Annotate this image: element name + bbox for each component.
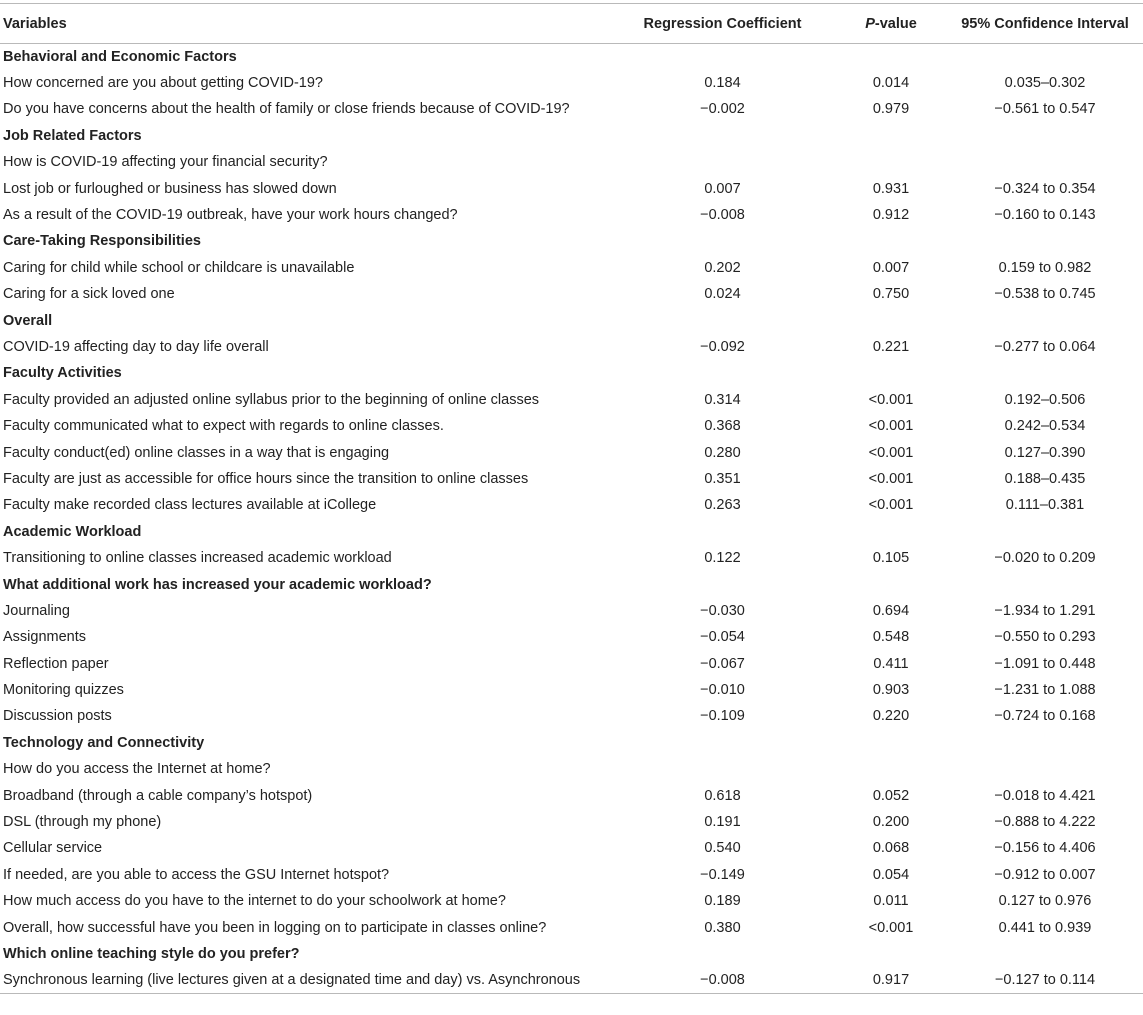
confidence-interval-cell: 0.242–0.534 [1004, 418, 1086, 435]
confidence-interval-cell: −0.020 to 0.209 [994, 550, 1096, 567]
p-value-cell: 0.750 [872, 286, 910, 303]
variable-cell: Journaling [3, 602, 70, 619]
table-row [0, 255, 1143, 281]
confidence-interval-cell: 0.441 to 0.939 [998, 919, 1092, 936]
header-confidence-interval: 95% Confidence Interval [961, 15, 1129, 32]
confidence-interval-cell: −1.934 to 1.291 [994, 602, 1096, 619]
confidence-interval-cell: −0.160 to 0.143 [994, 207, 1096, 224]
p-value-cell: 0.200 [872, 814, 910, 831]
p-value-cell: 0.221 [872, 338, 910, 355]
table-row [0, 281, 1143, 307]
table-row [0, 782, 1143, 808]
coefficient-cell: 0.380 [704, 919, 741, 936]
table-row [0, 413, 1143, 439]
table-row [0, 439, 1143, 465]
p-value-cell: <0.001 [868, 444, 914, 461]
table-row [0, 756, 1143, 782]
coefficient-cell: −0.010 [700, 682, 745, 699]
table-row [0, 598, 1143, 624]
table-header [0, 4, 1143, 44]
coefficient-cell: −0.054 [700, 629, 745, 646]
table-row [0, 624, 1143, 650]
section-row [0, 730, 1143, 756]
table-row [0, 492, 1143, 518]
variable-cell: Lost job or furloughed or business has slowed down [3, 180, 337, 197]
header-p-value [835, 4, 947, 44]
section-heading: Which online teaching style do you prefer? [3, 945, 300, 962]
p-value-cell: 0.903 [872, 682, 910, 699]
header-variables: Variables [3, 15, 67, 32]
table-row [0, 650, 1143, 676]
table-row [0, 202, 1143, 228]
p-value-cell: 0.694 [872, 602, 910, 619]
header-p-italic: P [865, 15, 875, 32]
variable-cell: Broadband (through a cable company’s hotspot) [3, 787, 313, 804]
coefficient-cell: −0.030 [700, 602, 745, 619]
variable-cell: Overall, how successful have you been in logging on to participate in classes online? [3, 919, 547, 936]
p-value-cell: 0.068 [872, 840, 910, 857]
coefficient-cell: 0.314 [704, 391, 741, 408]
confidence-interval-cell: −0.888 to 4.222 [994, 814, 1096, 831]
coefficient-cell: −0.008 [700, 972, 745, 989]
regression-table [0, 3, 1143, 994]
p-value-cell: 0.548 [872, 629, 910, 646]
coefficient-cell: 0.191 [704, 814, 741, 831]
variable-cell: Transitioning to online classes increased academic workload [3, 550, 392, 567]
section-row [0, 228, 1143, 254]
confidence-interval-cell: 0.159 to 0.982 [998, 259, 1092, 276]
section-row [0, 44, 1143, 70]
p-value-cell: 0.411 [873, 655, 909, 672]
coefficient-cell: 0.122 [704, 550, 741, 567]
confidence-interval-cell: −1.091 to 0.448 [994, 655, 1096, 672]
table-row [0, 96, 1143, 122]
section-row [0, 571, 1143, 597]
variable-cell: Faculty make recorded class lectures available at iCollege [3, 497, 377, 514]
p-value-cell: 0.011 [873, 893, 909, 910]
variable-cell: Faculty provided an adjusted online syllabus prior to the beginning of online classes [3, 391, 540, 408]
coefficient-cell: −0.149 [700, 866, 745, 883]
table-row [0, 175, 1143, 201]
variable-cell: Do you have concerns about the health of family or close friends because of COVID-19? [3, 101, 570, 118]
coefficient-cell: 0.351 [704, 470, 741, 487]
table-row [0, 149, 1143, 175]
confidence-interval-cell: −0.724 to 0.168 [994, 708, 1096, 725]
coefficient-cell: 0.202 [704, 259, 741, 276]
table-row [0, 387, 1143, 413]
section-heading: Overall [3, 312, 53, 329]
variable-cell: How much access do you have to the internet to do your schoolwork at home? [3, 893, 506, 910]
table-row [0, 677, 1143, 703]
coefficient-cell: 0.368 [704, 418, 741, 435]
confidence-interval-cell: −0.912 to 0.007 [994, 866, 1096, 883]
table-row [0, 914, 1143, 940]
header-p-rest: -value [874, 15, 917, 32]
section-heading: Job Related Factors [3, 127, 142, 144]
table-row [0, 888, 1143, 914]
section-row [0, 307, 1143, 333]
table-row [0, 809, 1143, 835]
coefficient-cell: 0.540 [704, 840, 741, 857]
confidence-interval-cell [947, 756, 1143, 782]
confidence-interval-cell: 0.035–0.302 [1004, 75, 1086, 92]
variable-cell: How concerned are you about getting COVID-19? [3, 75, 323, 92]
confidence-interval-cell: 0.188–0.435 [1004, 470, 1086, 487]
section-heading: Faculty Activities [3, 365, 122, 382]
confidence-interval-cell: −0.324 to 0.354 [994, 180, 1096, 197]
table-row [0, 703, 1143, 729]
section-row [0, 941, 1143, 967]
confidence-interval-cell: −0.561 to 0.547 [994, 101, 1096, 118]
p-value-cell: <0.001 [868, 919, 914, 936]
section-row [0, 519, 1143, 545]
p-value-cell: <0.001 [868, 470, 914, 487]
coefficient-cell: 0.189 [704, 893, 741, 910]
coefficient-cell: 0.280 [704, 444, 741, 461]
coefficient-cell: −0.002 [700, 101, 745, 118]
confidence-interval-cell: −0.538 to 0.745 [994, 286, 1096, 303]
p-value-cell [835, 149, 947, 175]
p-value-cell: <0.001 [868, 497, 914, 514]
header-regression-coefficient: Regression Coefficient [643, 15, 802, 32]
coefficient-cell: 0.618 [704, 787, 741, 804]
header-row [0, 4, 1143, 44]
variable-cell: Monitoring quizzes [3, 682, 124, 699]
section-heading: Academic Workload [3, 523, 142, 540]
variable-cell: As a result of the COVID-19 outbreak, have your work hours changed? [3, 207, 458, 224]
confidence-interval-cell: −0.550 to 0.293 [994, 629, 1096, 646]
p-value-cell: 0.052 [872, 787, 910, 804]
p-value-cell: 0.917 [872, 972, 910, 989]
p-value-cell: 0.054 [872, 866, 910, 883]
table-body [0, 44, 1143, 994]
section-row [0, 360, 1143, 386]
p-value-cell: 0.931 [872, 180, 910, 197]
table-row [0, 545, 1143, 571]
confidence-interval-cell: 0.127 to 0.976 [998, 893, 1092, 910]
confidence-interval-cell: −0.018 to 4.421 [994, 787, 1096, 804]
section-heading: What additional work has increased your academic workload? [3, 576, 432, 593]
p-value-cell: 0.105 [872, 550, 910, 567]
table-row [0, 967, 1143, 993]
coefficient-cell: −0.092 [700, 338, 745, 355]
coefficient-cell: 0.024 [704, 286, 741, 303]
variable-cell: If needed, are you able to access the GSU Internet hotspot? [3, 866, 390, 883]
variable-cell: Faculty conduct(ed) online classes in a way that is engaging [3, 444, 390, 461]
variable-cell: DSL (through my phone) [3, 814, 162, 831]
variable-cell: COVID-19 affecting day to day life overall [3, 338, 269, 355]
p-value-cell [835, 756, 947, 782]
confidence-interval-cell: 0.192–0.506 [1004, 391, 1086, 408]
coefficient-cell [610, 756, 835, 782]
coefficient-cell [610, 149, 835, 175]
p-value-cell: 0.220 [872, 708, 910, 725]
confidence-interval-cell: −0.156 to 4.406 [994, 840, 1096, 857]
confidence-interval-cell: 0.111–0.381 [1005, 497, 1085, 514]
p-value-cell: 0.912 [872, 207, 910, 224]
section-row [0, 123, 1143, 149]
variable-cell: Synchronous learning (live lectures given at a designated time and day) vs. Asynchronous [3, 972, 581, 989]
confidence-interval-cell: −0.277 to 0.064 [994, 338, 1096, 355]
variable-cell: How is COVID-19 affecting your financial security? [3, 154, 328, 171]
coefficient-cell: −0.109 [700, 708, 745, 725]
table-row [0, 334, 1143, 360]
coefficient-cell: 0.184 [704, 75, 741, 92]
confidence-interval-cell: −0.127 to 0.114 [994, 972, 1096, 989]
table-row [0, 466, 1143, 492]
table-row [0, 862, 1143, 888]
table-row [0, 835, 1143, 861]
variable-cell: Assignments [3, 629, 87, 646]
variable-cell: Discussion posts [3, 708, 112, 725]
section-heading: Care-Taking Responsibilities [3, 233, 201, 250]
variable-cell: Faculty are just as accessible for office hours since the transition to online classes [3, 470, 529, 487]
variable-cell: Cellular service [3, 840, 103, 857]
confidence-interval-cell: −1.231 to 1.088 [994, 682, 1096, 699]
coefficient-cell: −0.008 [700, 207, 745, 224]
coefficient-cell: 0.007 [704, 180, 741, 197]
variable-cell: Reflection paper [3, 655, 109, 672]
variable-cell: How do you access the Internet at home? [3, 761, 271, 778]
p-value-cell: <0.001 [868, 418, 914, 435]
p-value-cell: 0.014 [872, 75, 910, 92]
p-value-cell: 0.979 [872, 101, 910, 118]
p-value-cell: <0.001 [868, 391, 914, 408]
confidence-interval-cell: 0.127–0.390 [1004, 444, 1086, 461]
section-heading: Technology and Connectivity [3, 734, 205, 751]
coefficient-cell: −0.067 [700, 655, 745, 672]
section-heading: Behavioral and Economic Factors [3, 48, 237, 65]
confidence-interval-cell [947, 149, 1143, 175]
variable-cell: Caring for a sick loved one [3, 286, 175, 303]
p-value-cell: 0.007 [872, 259, 910, 276]
table-row [0, 70, 1143, 96]
variable-cell: Faculty communicated what to expect with regards to online classes. [3, 418, 444, 435]
coefficient-cell: 0.263 [704, 497, 741, 514]
variable-cell: Caring for child while school or childcare is unavailable [3, 259, 355, 276]
